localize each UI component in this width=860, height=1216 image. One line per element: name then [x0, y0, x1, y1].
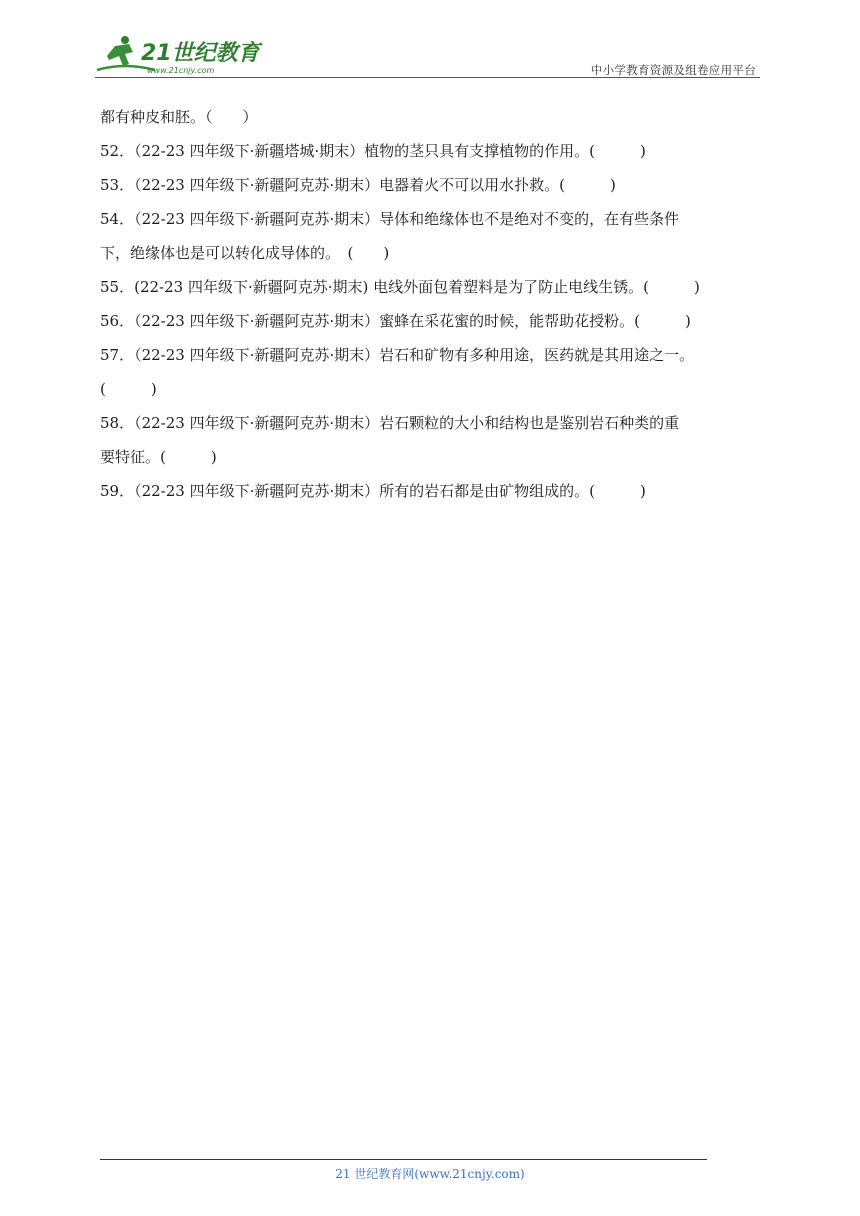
question-57-cont: ( )	[100, 380, 157, 398]
question-list	[100, 100, 762, 508]
question-line: 都有种皮和胚。（ ）	[100, 108, 258, 126]
question-59: 59．（22-23 四年级下·新疆阿克苏·期末）所有的岩石都是由矿物组成的。( )	[100, 482, 646, 500]
footer-link[interactable]: 21 世纪教育网(www.21cnjy.com)	[335, 1167, 525, 1181]
logo-text: 21世纪教育	[141, 41, 260, 66]
logo-url: www.21cnjy.com	[147, 66, 215, 75]
logo-21cnjy	[95, 32, 265, 76]
question-54-cont: 下，绝缘体也是可以转化成导体的。 ( )	[100, 244, 390, 262]
footer-divider	[100, 1159, 707, 1160]
question-56: 56．（22-23 四年级下·新疆阿克苏·期末）蜜蜂在采花蜜的时候，能帮助花授粉。( )	[100, 312, 691, 330]
page-header	[95, 28, 760, 78]
header-divider	[95, 77, 760, 78]
platform-name: 中小学教育资源及组卷应用平台	[590, 63, 756, 77]
question-55: 55．(22-23 四年级下·新疆阿克苏·期末) 电线外面包着塑料是为了防止电线生锈。( )	[100, 278, 700, 296]
question-58: 58．（22-23 四年级下·新疆阿克苏·期末）岩石颗粒的大小和结构也是鉴别岩石种类的重	[100, 414, 680, 432]
question-57: 57．（22-23 四年级下·新疆阿克苏·期末）岩石和矿物有多种用途，医药就是其用途之一。	[100, 346, 695, 364]
question-52: 52．（22-23 四年级下·新疆塔城·期末）植物的茎只具有支撑植物的作用。( )	[100, 142, 646, 160]
question-53: 53．（22-23 四年级下·新疆阿克苏·期末）电器着火不可以用水扑救。( )	[100, 176, 616, 194]
question-58-cont: 要特征。( )	[100, 448, 217, 466]
question-54: 54．（22-23 四年级下·新疆阿克苏·期末）导体和绝缘体也不是绝对不变的，在有些条件	[100, 210, 680, 228]
